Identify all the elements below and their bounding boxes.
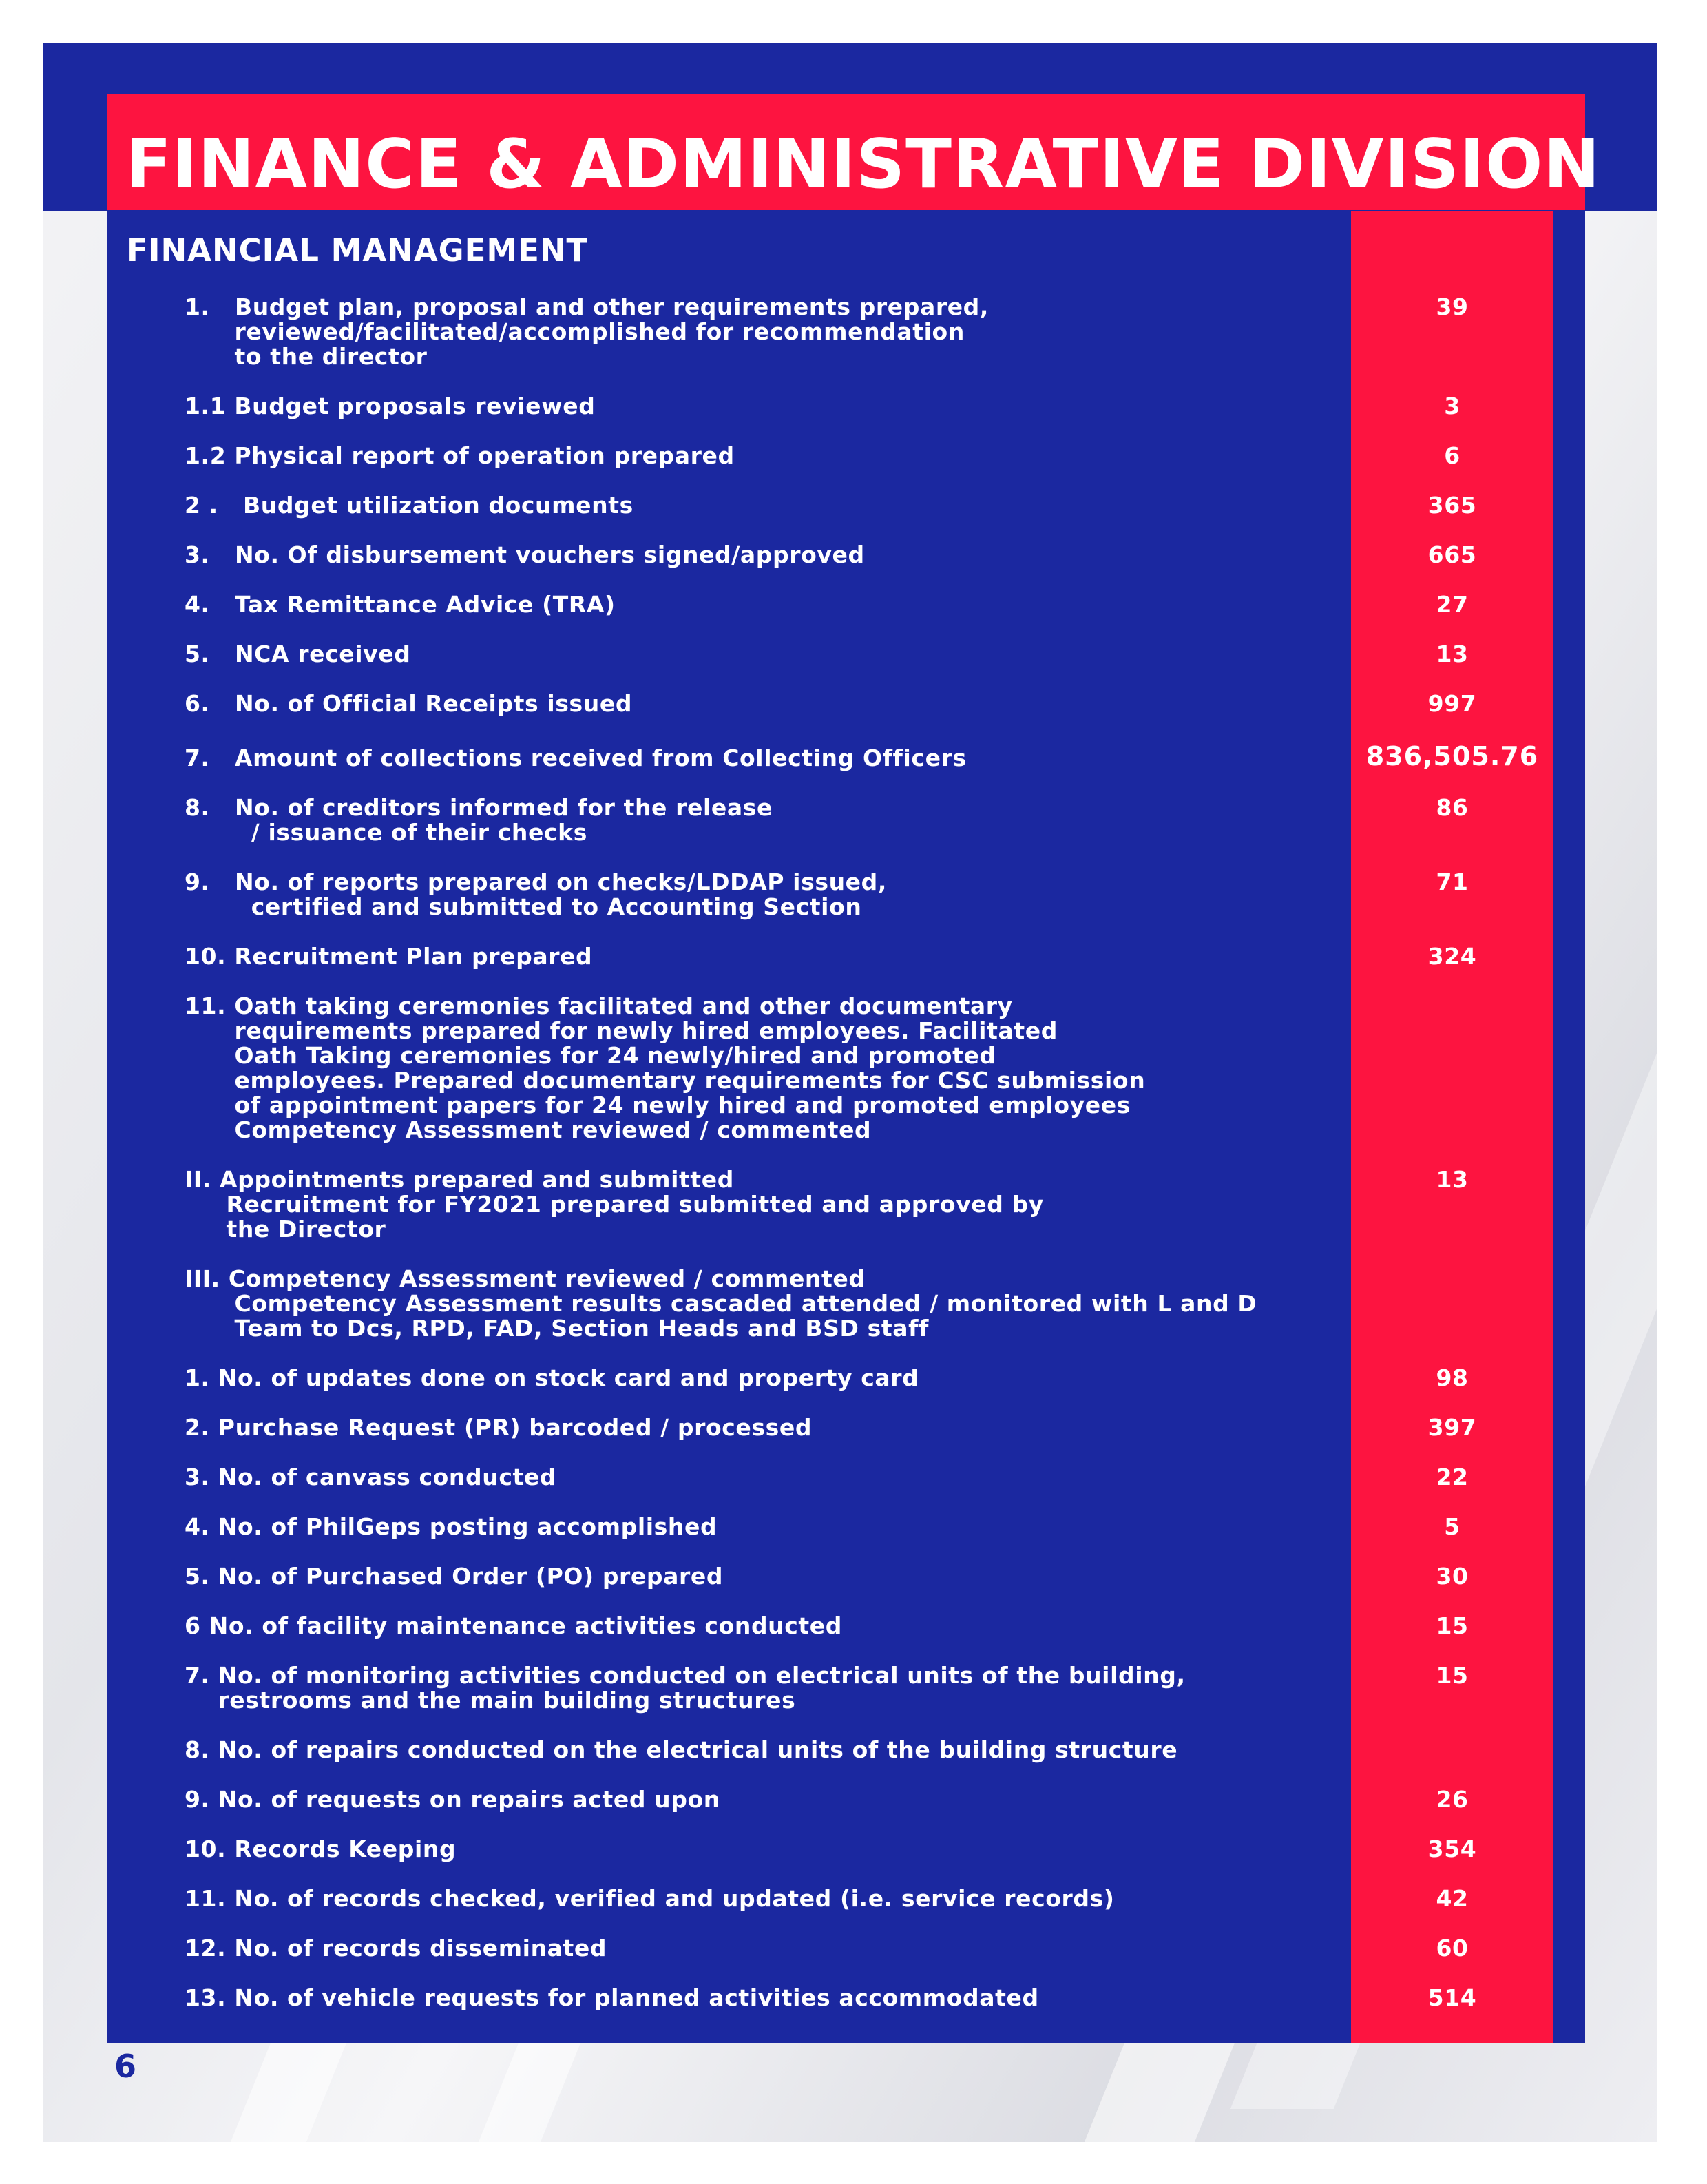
row-label: 12. No. of records disseminated [185,1935,607,1962]
row-value: 6 [1444,442,1460,469]
row-value: 15 [1436,1662,1469,1689]
row-label: 7. No. of monitoring activities conducted on electrical units of the building, restrooms and the main building structures [185,1662,1186,1714]
row-value: 13 [1436,641,1469,667]
row-value: 13 [1436,1166,1469,1193]
row-label: 11. Oath taking ceremonies facilitated and other documentary requirements prepared for newly hired employees. Facilitated Oath Taking ceremonies for 24 newly/hired and promoted employees. Prepared documentary requirements for CSC submission of appointment papers for 24 newly hired and promoted employees Competency Assessment reviewed / commented [185,992,1146,1143]
row-value: 997 [1427,690,1477,717]
row-label: 7. Amount of collections received from Collecting Officers [185,745,967,771]
row-value: 42 [1436,1885,1469,1912]
row-value: 39 [1436,293,1469,320]
row-label: 9. No. of requests on repairs acted upon [185,1786,720,1813]
row-value: 397 [1427,1414,1477,1441]
row-label: 6. No. of Official Receipts issued [185,690,633,717]
decorative-stripe [414,2026,587,2142]
row-value: 836,505.76 [1365,741,1539,771]
row-label: 2 . Budget utilization documents [185,492,633,519]
row-value: 514 [1427,1984,1477,2011]
row-label: III. Competency Assessment reviewed / commented Competency Assessment results cascaded attended / monitored with L and D Team to Dcs, RPD, FAD, Section Heads and BSD staff [185,1265,1257,1342]
row-value: 324 [1427,943,1477,970]
page-number: 6 [114,2048,137,2085]
row-label: 3. No. Of disbursement vouchers signed/approved [185,541,865,568]
row-value: 27 [1436,591,1469,618]
row-label: II. Appointments prepared and submitted Recruitment for FY2021 prepared submitted and approved by the Director [185,1166,1044,1242]
row-label: 10. Recruitment Plan prepared [185,943,593,970]
row-value: 354 [1427,1835,1477,1862]
decorative-stripe [166,2026,353,2142]
row-value: 15 [1436,1612,1469,1639]
row-label: 1.1 Budget proposals reviewed [185,393,596,419]
row-label: 10. Records Keeping [185,1835,457,1862]
row-value: 71 [1436,869,1469,895]
row-label: 1. Budget plan, proposal and other requirements prepared, reviewed/facilitated/accomplished for recommendation to the director [185,293,989,370]
row-value: 5 [1444,1513,1460,1540]
row-value: 365 [1427,492,1477,519]
row-value: 22 [1436,1464,1469,1490]
row-label: 1. No. of updates done on stock card and property card [185,1364,919,1391]
row-value: 60 [1436,1935,1469,1962]
row-value: 26 [1436,1786,1469,1813]
row-label: 5. NCA received [185,641,411,667]
row-label: 3. No. of canvass conducted [185,1464,557,1490]
decorative-stripe [1020,2026,1242,2142]
row-value: 98 [1436,1364,1469,1391]
section-heading: FINANCIAL MANAGEMENT [127,232,589,269]
row-label: 5. No. of Purchased Order (PO) prepared [185,1563,724,1590]
row-label: 8. No. of creditors informed for the release / issuance of their checks [185,794,773,846]
row-value: 3 [1444,393,1460,419]
row-label: 13. No. of vehicle requests for planned activities accommodated [185,1984,1039,2011]
page-title: FINANCE & ADMINISTRATIVE DIVISION [125,125,1601,204]
row-value: 30 [1436,1563,1469,1590]
row-label: 4. No. of PhilGeps posting accomplished [185,1513,718,1540]
row-label: 4. Tax Remittance Advice (TRA) [185,591,616,618]
row-label: 11. No. of records checked, verified and updated (i.e. service records) [185,1885,1115,1912]
row-label: 2. Purchase Request (PR) barcoded / processed [185,1414,813,1441]
row-label: 8. No. of repairs conducted on the electrical units of the building structure [185,1736,1178,1763]
row-label: 9. No. of reports prepared on checks/LDDAP issued, certified and submitted to Accounting Section [185,869,888,920]
row-value: 665 [1427,541,1477,568]
row-value: 86 [1436,794,1469,821]
value-column [1351,211,1553,2043]
row-label: 6 No. of facility maintenance activities conducted [185,1612,842,1639]
row-label: 1.2 Physical report of operation prepared [185,442,735,469]
